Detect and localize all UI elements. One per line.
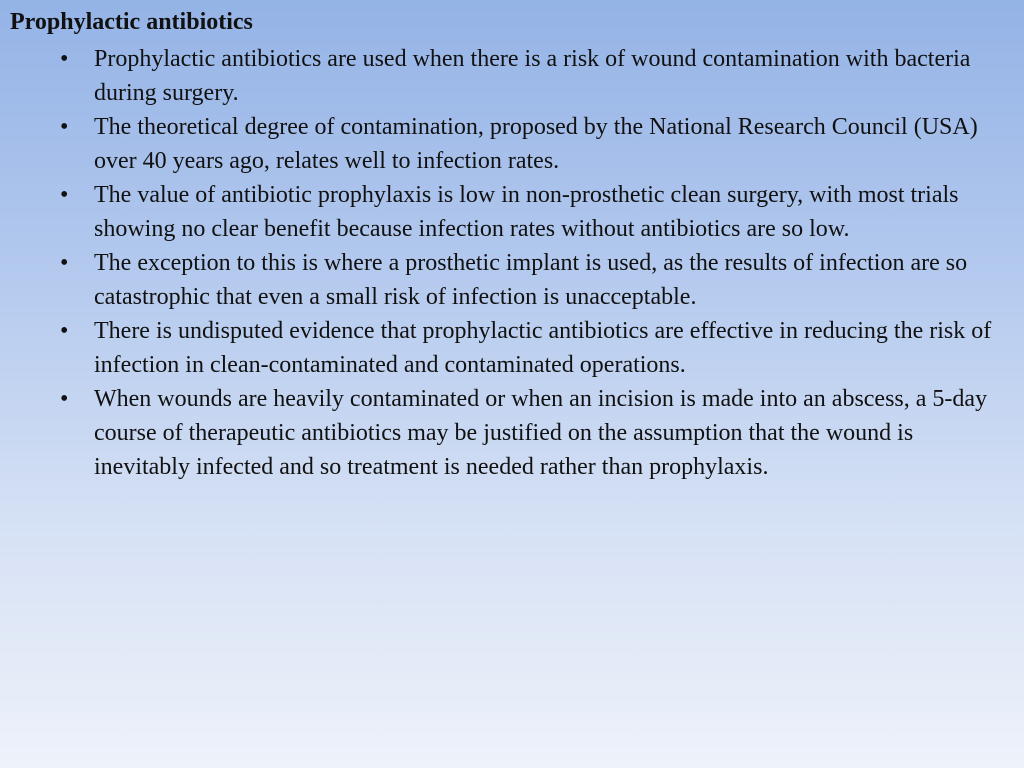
bullet-text: Prophylactic antibiotics are used when there is a risk of wound contamination with bacteria during surgery. [94,46,971,106]
bullet-dot: • [60,250,69,276]
bullet-item [60,178,1000,246]
bullet-text: The theoretical degree of contamination, proposed by the National Research Council (USA) over 40 years ago, relates well to infection rates. [94,114,978,174]
bullet-text: There is undisputed evidence that prophylactic antibiotics are effective in reducing the risk of infection in clean-contaminated and contaminated operations. [94,318,992,378]
bullet-dot: • [60,114,69,140]
bullet-text: The exception to this is where a prosthetic implant is used, as the results of infection are so catastrophic that even a small risk of infection is unacceptable. [94,250,968,310]
bullet-item [60,246,1000,314]
bullet-item [60,382,1000,484]
bullet-dot: • [60,182,69,208]
bullet-item [60,42,1000,110]
bullet-dot: • [60,318,69,344]
bullet-list [10,42,1000,484]
bullet-text: When wounds are heavily contaminated or when an incision is made into an abscess, a 5-day course of therapeutic antibiotics may be justified on the assumption that the wound is inevitably infected and so treatment is needed rather than prophylaxis. [94,386,988,480]
bullet-dot: • [60,46,69,72]
bullet-dot: • [60,386,69,412]
bullet-item [60,110,1000,178]
slide-title: Prophylactic antibiotics [10,9,253,35]
bullet-item [60,314,1000,382]
bullet-text: The value of antibiotic prophylaxis is low in non-prosthetic clean surgery, with most trials showing no clear benefit because infection rates without antibiotics are so low. [94,182,959,242]
